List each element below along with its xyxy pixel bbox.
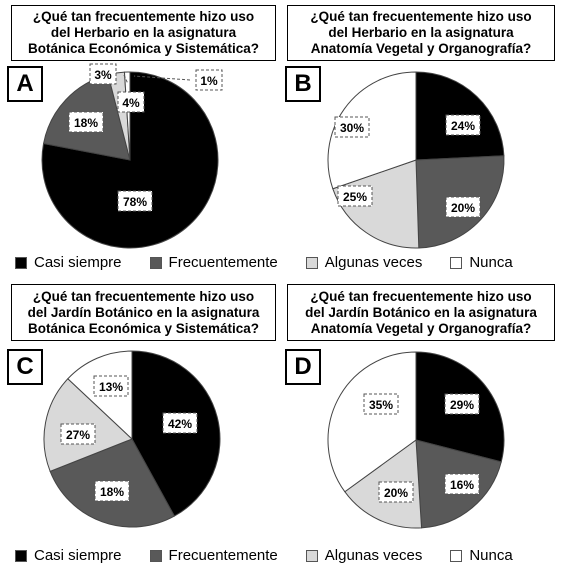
panel-d-title-line-3: Anatomía Vegetal y Organografía?: [310, 320, 532, 336]
panel-c-title-line-1: ¿Qué tan frecuentemente hizo uso: [32, 288, 255, 304]
panel-b-title-line-3: Anatomía Vegetal y Organografía?: [310, 41, 532, 56]
legend-bottom: [15, 547, 541, 564]
legend-swatch: [450, 550, 462, 562]
legend-item-algunas-veces: [306, 547, 423, 564]
data-label-text: 24%: [450, 119, 476, 133]
data-label-text: 20%: [450, 201, 476, 215]
data-label-text: 42%: [167, 417, 193, 431]
legend-swatch: [150, 550, 162, 562]
legend-item-frecuentemente: [150, 547, 278, 564]
panel-a-title-line-2: del Herbario en la asignatura: [50, 25, 237, 40]
panel-c-title-line-3: Botánica Económica y Sistemática?: [27, 320, 260, 336]
legend-swatch: [306, 550, 318, 562]
legend-label: Casi siempre: [34, 254, 122, 271]
data-label: [445, 474, 479, 494]
data-label-text: 35%: [368, 398, 394, 412]
data-label-text: 25%: [342, 190, 368, 204]
legend-item-frecuentemente: [150, 254, 278, 271]
data-label-text: 20%: [383, 486, 409, 500]
data-label: [379, 482, 413, 502]
panel-b-title-line-1: ¿Qué tan frecuentemente hizo uso: [310, 9, 532, 24]
panel-c-letter: C: [7, 349, 43, 385]
data-label-text: 18%: [73, 116, 99, 130]
panel-a-title-line-1: ¿Qué tan frecuentemente hizo uso: [32, 9, 255, 24]
panel-b-title-line-2: del Herbario en la asignatura: [328, 25, 514, 40]
legend-top: [15, 254, 541, 271]
panel-d-title-line-2: del Jardín Botánico en la asignatura: [305, 304, 537, 320]
panel-b-letter: B: [285, 66, 321, 102]
legend-item-casi-siempre: [15, 547, 122, 564]
legend-item-casi-siempre: [15, 254, 122, 271]
legend-label: Nunca: [469, 547, 513, 564]
data-label-text: 29%: [449, 398, 475, 412]
panel-a-letter: A: [7, 66, 43, 102]
legend-label: Algunas veces: [324, 254, 423, 271]
legend-label: Casi siempre: [34, 547, 122, 564]
legend-swatch: [15, 257, 27, 269]
data-label: [445, 394, 479, 414]
data-label-text: 18%: [99, 485, 125, 499]
legend-item-nunca: [450, 547, 512, 564]
legend-swatch: [150, 257, 162, 269]
data-label: [364, 394, 398, 414]
data-label-text: 16%: [449, 478, 475, 492]
legend-item-nunca: [450, 254, 512, 271]
legend-label: Nunca: [469, 254, 513, 271]
legend-label: Frecuentemente: [168, 547, 278, 564]
data-label-text: 4%: [122, 96, 140, 110]
legend-swatch: [450, 257, 462, 269]
legend-item-algunas-veces: [306, 254, 423, 271]
data-label-text: 3%: [94, 68, 112, 82]
data-label-text: 78%: [122, 195, 148, 209]
legend-swatch: [306, 257, 318, 269]
data-label-text: 27%: [65, 428, 91, 442]
legend-swatch: [15, 550, 27, 562]
data-label-text: 13%: [98, 380, 124, 394]
panel-c-title-line-2: del Jardín Botánico en la asignatura: [27, 304, 260, 320]
panel-d-letter: D: [285, 349, 321, 385]
data-label-text: 30%: [339, 121, 365, 135]
data-label-text: 1%: [200, 74, 218, 88]
legend-label: Frecuentemente: [168, 254, 278, 271]
legend-label: Algunas veces: [324, 547, 423, 564]
panel-a-title-line-3: Botánica Económica y Sistemática?: [27, 41, 260, 56]
panel-d-title-line-1: ¿Qué tan frecuentemente hizo uso: [310, 288, 532, 304]
